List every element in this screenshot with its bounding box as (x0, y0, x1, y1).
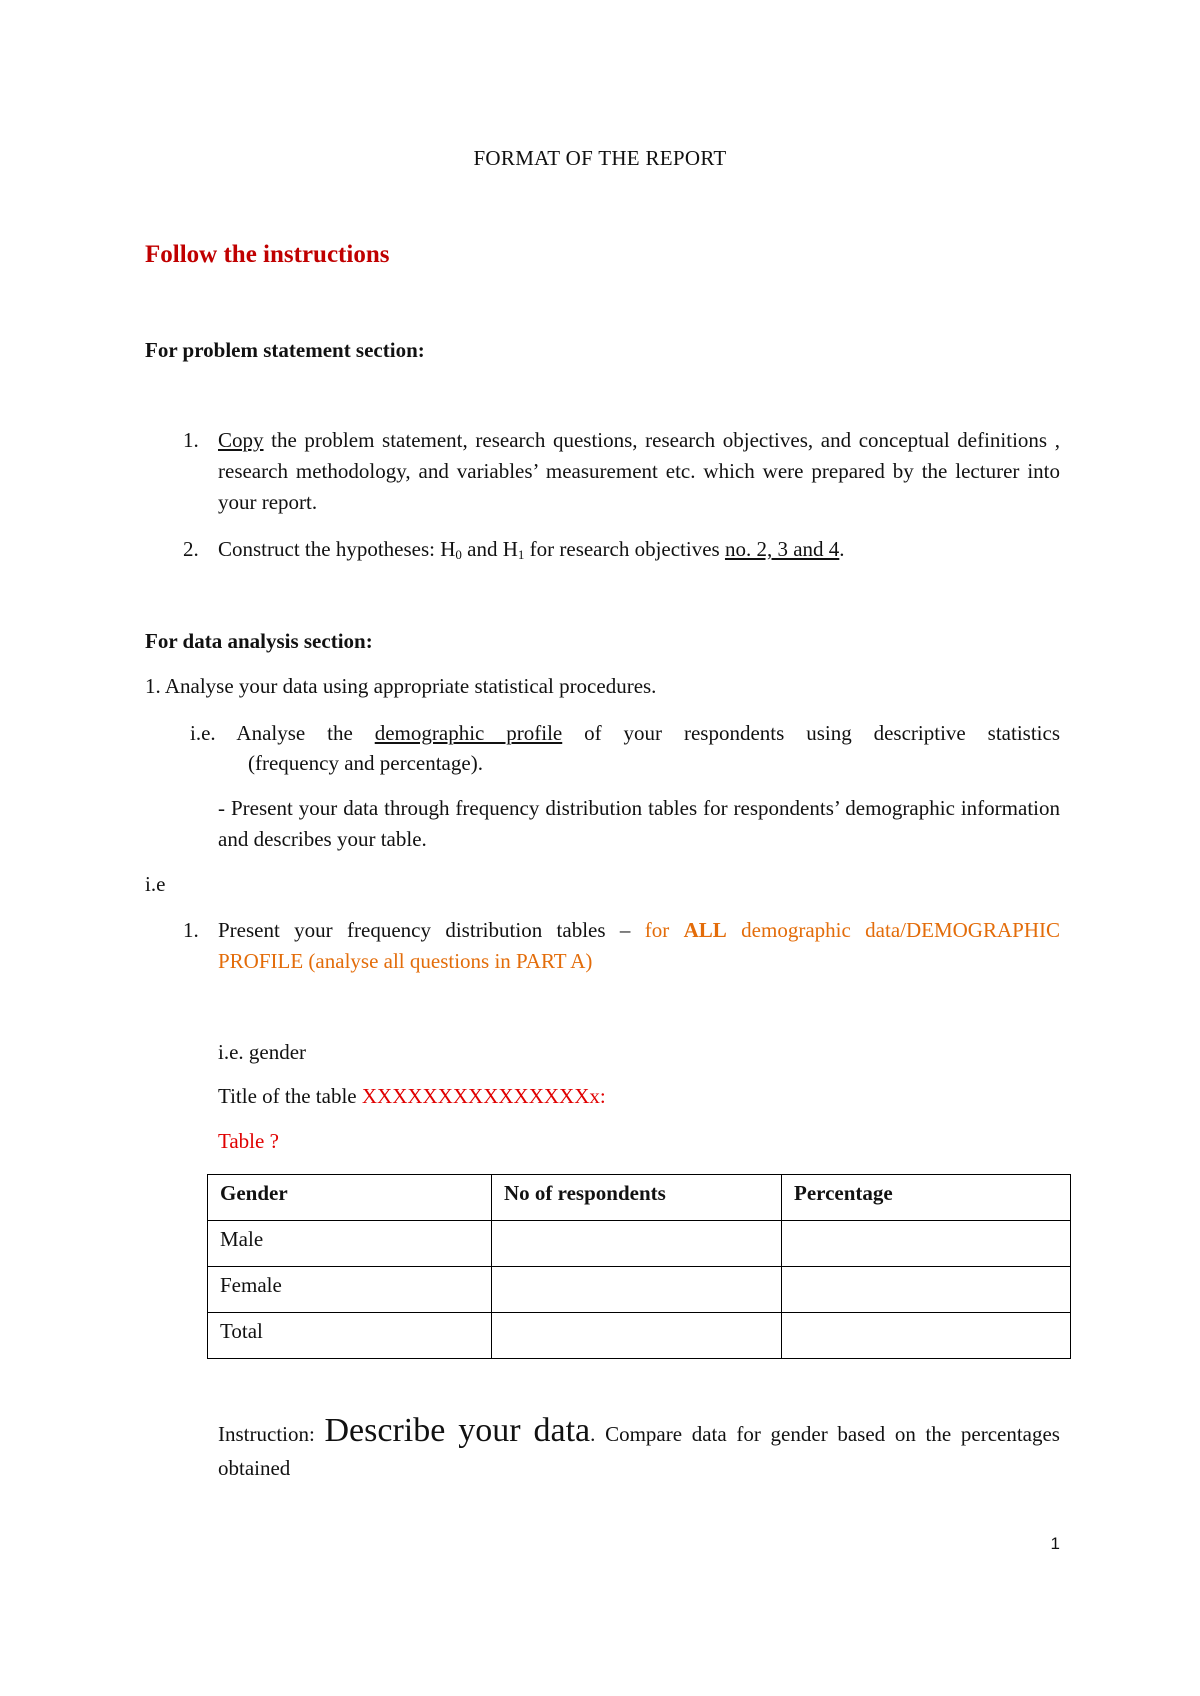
instruction: Instruction: Describe your data. Compare data for gender based on the percentages obtained (218, 1412, 1060, 1480)
analysis-ie: i.e (145, 872, 166, 896)
header-percentage: Percentage (782, 1175, 1071, 1221)
sub-item-number: 1. (183, 918, 199, 942)
analysis-ie-line: i.e. Analyse the demographic profile of your respondents using descriptive statistics (190, 721, 1060, 745)
table-cell (492, 1267, 782, 1313)
header-gender: Gender (208, 1175, 492, 1221)
problem-item-2-number: 2. (183, 537, 199, 561)
demographic-profile-link-text: demographic profile (374, 721, 563, 745)
table-row (208, 1221, 1071, 1267)
analysis-present: - Present your data through frequency distribution tables for respondents’ demographic information and describes your table. (218, 796, 1060, 851)
table-cell: Total (208, 1313, 492, 1359)
table-row (208, 1267, 1071, 1313)
copy-word: Copy (218, 428, 264, 452)
problem-heading: For problem statement section: (145, 338, 425, 362)
analysis-item-1: 1. Analyse your data using appropriate statistical procedures. (145, 674, 657, 698)
page-title: FORMAT OF THE REPORT (473, 146, 727, 170)
sub-item: Present your frequency distribution tables – for ALL demographic data/DEMOGRAPHIC PROFILE (analyse all questions in PART A) (218, 918, 1060, 973)
table-cell (782, 1267, 1071, 1313)
header-respondents: No of respondents (492, 1175, 782, 1221)
problem-item-1-text: the problem statement, research questions, research objectives, and conceptual definitions , research methodology, and variables’ measurement etc. which were prepared by the lecturer into your report. (218, 428, 1060, 514)
gender-example: i.e. gender (218, 1040, 307, 1064)
table-cell: Female (208, 1267, 492, 1313)
table-cell (782, 1221, 1071, 1267)
objective-numbers: no. 2, 3 and 4 (724, 537, 840, 561)
table-cell (492, 1313, 782, 1359)
table-cell: Male (208, 1221, 492, 1267)
analysis-ie-continuation: (frequency and percentage). (248, 751, 483, 775)
problem-item-1-number: 1. (183, 428, 199, 452)
analysis-heading: For data analysis section: (145, 629, 373, 653)
problem-item-1 (218, 425, 1060, 518)
page-number: 1 (1050, 1534, 1060, 1553)
table-cell (492, 1221, 782, 1267)
table-row (208, 1313, 1071, 1359)
problem-item-2: Construct the hypotheses: $H_0$ and $H_1$ for research objectives no. 2, 3 and 4. (218, 537, 845, 562)
table-title-placeholder: XXXXXXXXXXXXXXXx: (361, 1084, 606, 1108)
table-label: Table ? (218, 1129, 279, 1153)
gender-table (207, 1174, 1071, 1359)
follow-heading: Follow the instructions (145, 241, 390, 268)
instruction-emphasis: Describe your data (324, 1412, 591, 1449)
table-header-row (208, 1175, 1071, 1221)
table-title-line: Title of the table XXXXXXXXXXXXXXXx: (218, 1084, 606, 1108)
table-cell (782, 1313, 1071, 1359)
